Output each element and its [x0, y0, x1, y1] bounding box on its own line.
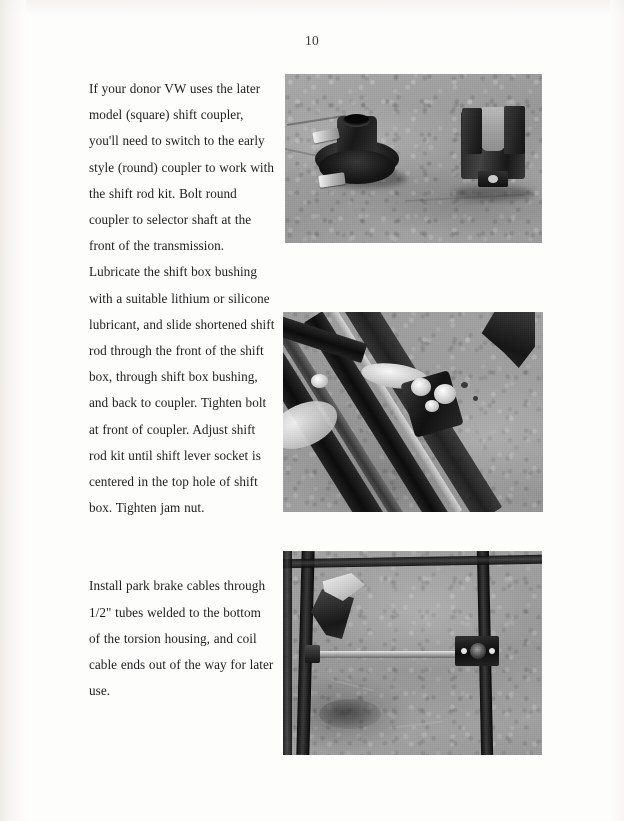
paragraph-park-brake-cables: Install park brake cables through 1/2" tubes welded to the bottom of the torsion housing, and coil cable ends out of the way for later use. — [89, 578, 274, 699]
scan-gutter-shading-left — [0, 0, 26, 821]
shift-rod-into-shift-box-photo — [283, 312, 543, 512]
photo2-film-grain — [283, 312, 543, 512]
body-text-column — [89, 76, 275, 704]
photo1-film-grain — [285, 74, 542, 243]
shift-coupler-comparison-photo — [285, 74, 542, 243]
page-number: 10 — [304, 33, 320, 48]
scan-edge-shading-right — [610, 0, 624, 821]
torsion-housing-park-brake-photo — [283, 551, 542, 755]
scan-edge-shading-top — [0, 0, 624, 16]
photo3-film-grain — [283, 551, 542, 755]
paragraph-shift-coupler: If your donor VW uses the later model (square) shift coupler, you'll need to switch to the early style (round) coupler to work with the shift rod kit. Bolt round coupler to selector shaft at the front of the transmission. Lubricate the shift box bushing with a suitable lithium or silicone lubricant, and slide shortened shift rod through the front of the shift box, through shift box bushing, and back to coupler. Tighten bolt at front of coupler. Adjust shift rod kit until shift lever socket is centered in the top hole of shift box. Tighten jam nut. — [89, 81, 275, 516]
